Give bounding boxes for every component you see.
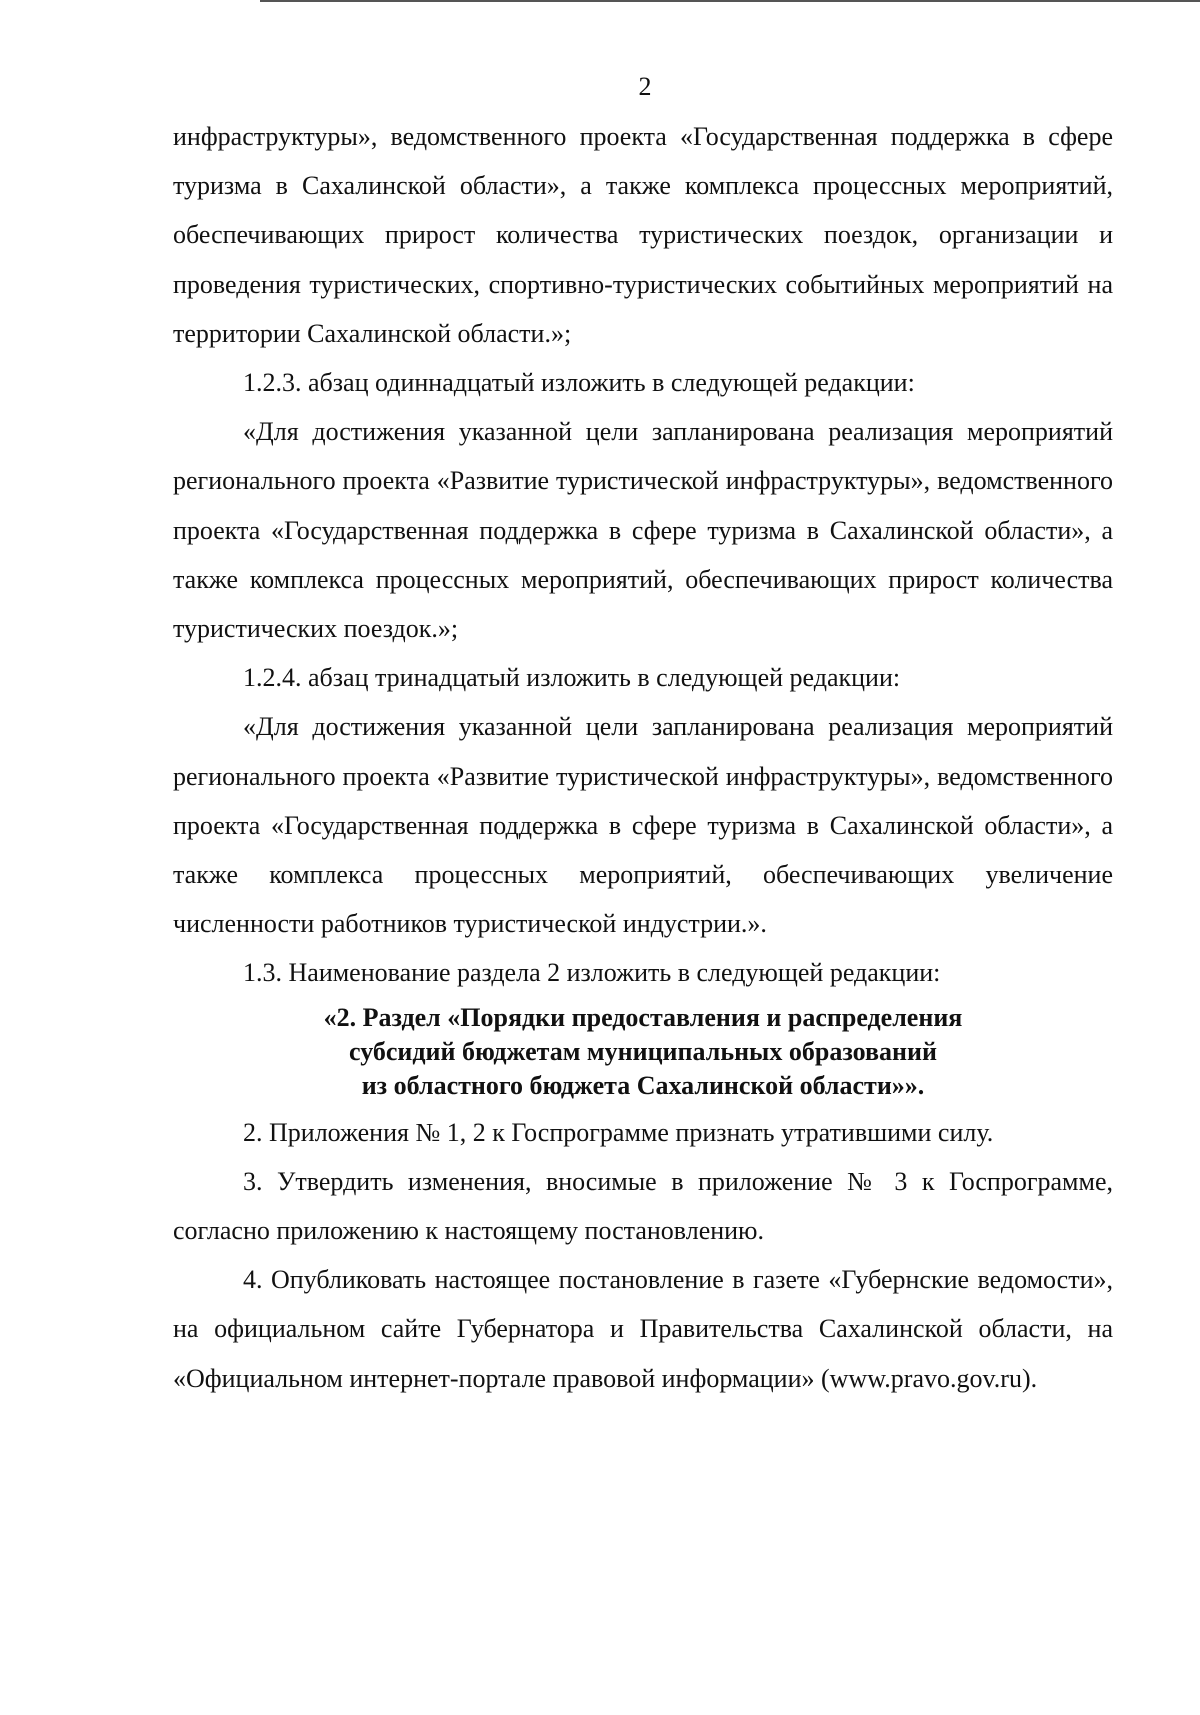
paragraph-4: 4. Опубликовать настоящее постановление в газете «Губернские ведомости», на официальном сайте Губернатора и Правительства Сахалинской области, на «Официальном интернет-портале правовой информации» (www.pravo.gov.ru). — [173, 1265, 1113, 1393]
page-number: 2 — [638, 72, 652, 101]
section-heading — [173, 1001, 1113, 1103]
section-heading-line-1: «2. Раздел «Порядки предоставления и распределения — [323, 1002, 963, 1032]
paragraph-1-2-4: 1.2.4. абзац тринадцатый изложить в следующей редакции: — [243, 663, 901, 693]
section-heading-line-3: из областного бюджета Сахалинской области»». — [361, 1070, 925, 1100]
paragraph-1-2-3: 1.2.3. абзац одиннадцатый изложить в следующей редакции: — [243, 368, 915, 398]
section-heading-line-2: субсидий бюджетам муниципальных образований — [349, 1036, 937, 1066]
document-body — [173, 112, 1113, 1403]
paragraph-1-2-4-quote: «Для достижения указанной цели запланирована реализация мероприятий регионального проекта «Развитие туристической инфраструктуры», ведомственного проекта «Государственная поддержка в сфере туризма в Сахалинской области», а также комплекса процессных мероприятий, обеспечивающих увеличение численности работников туристической индустрии.». — [173, 712, 1113, 939]
top-border-line — [260, 0, 1200, 2]
paragraph-2: 2. Приложения № 1, 2 к Госпрограмме признать утратившими силу. — [243, 1117, 994, 1147]
paragraph-continuation: инфраструктуры», ведомственного проекта «Государственная поддержка в сфере туризма в Сахалинской области», а также комплекса процессных мероприятий, обеспечивающих прирост количества туристических поездок, организации и проведения туристических, спортивно-туристических событийных мероприятий на территории Сахалинской области.»; — [173, 122, 1113, 348]
paragraph-1-2-3-quote: «Для достижения указанной цели запланирована реализация мероприятий регионального проекта «Развитие туристической инфраструктуры», ведомственного проекта «Государственная поддержка в сфере туризма в Сахалинской области», а также комплекса процессных мероприятий, обеспечивающих прирост количества туристических поездок.»; — [173, 417, 1113, 644]
paragraph-1-3: 1.3. Наименование раздела 2 изложить в следующей редакции: — [243, 958, 941, 988]
paragraph-3: 3. Утвердить изменения, вносимые в приложение № 3 к Госпрограмме, согласно приложению к настоящему постановлению. — [173, 1166, 1113, 1246]
